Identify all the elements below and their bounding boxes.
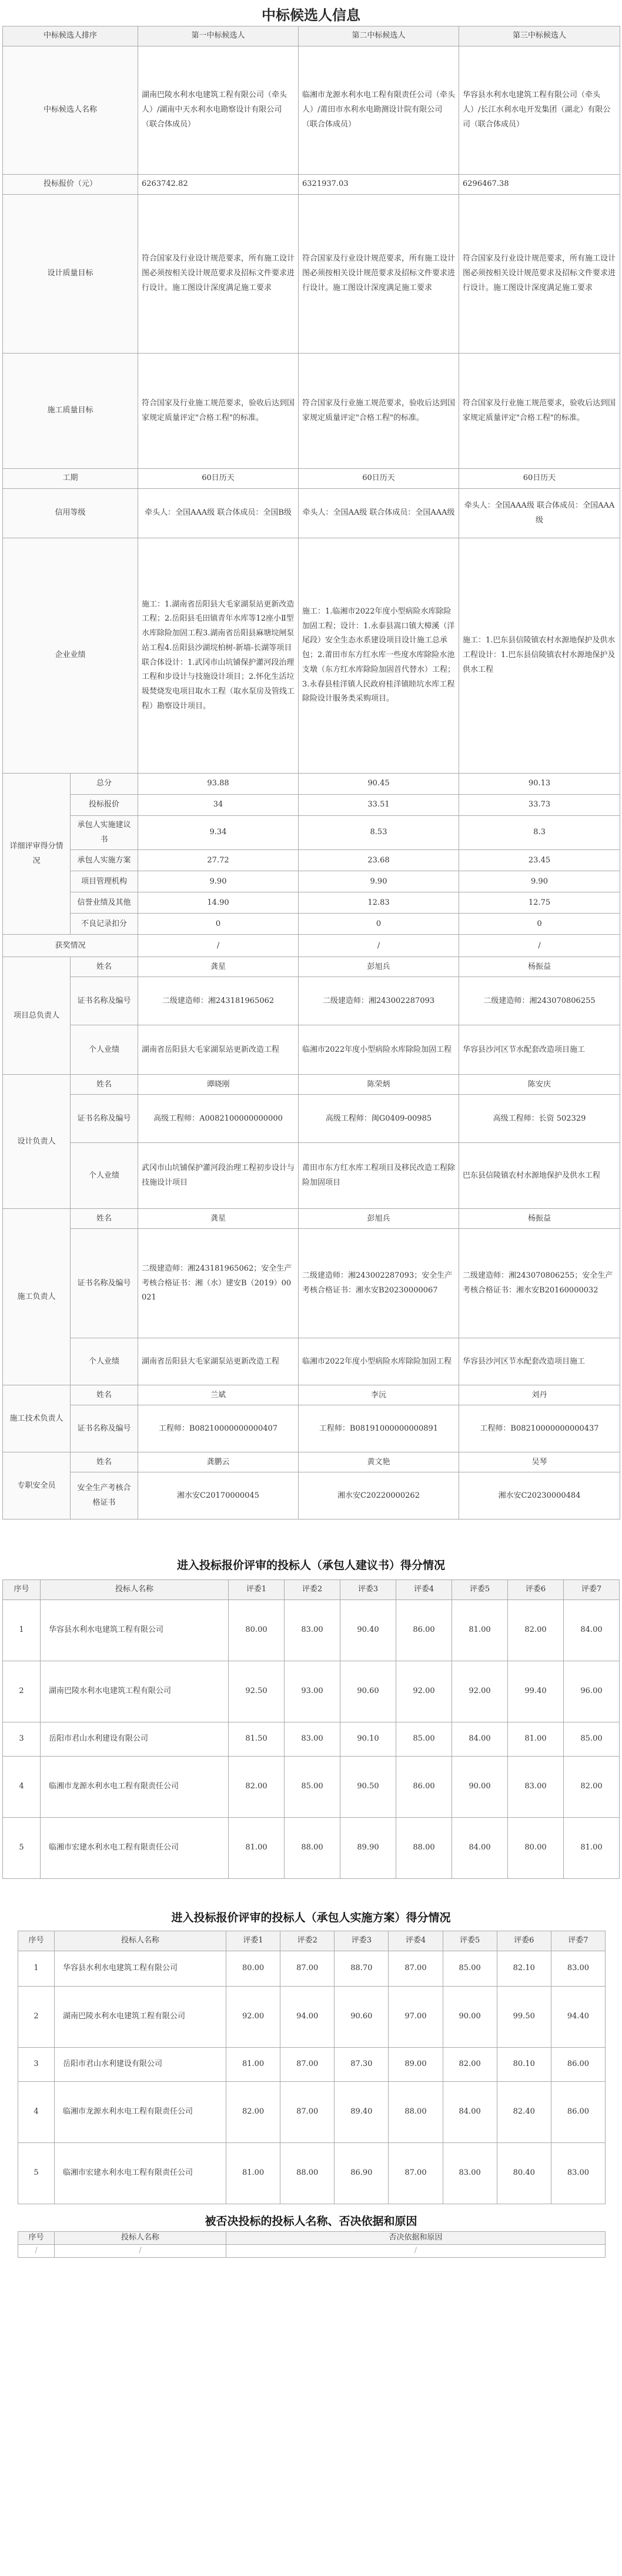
col-header: 投标人名称 [41,1580,229,1600]
score-2: 23.68 [299,850,459,871]
row-bid-price [3,175,620,195]
score-cell: 88.00 [389,2081,443,2142]
sub-label-perf: 个人业绩 [71,1025,138,1075]
sub-label-cert: 证书名称及编号 [71,1405,138,1452]
table-header-row [3,26,620,46]
score-cell: 80.00 [229,1600,285,1661]
score-cell: 87.00 [280,1951,335,1986]
row-number: 5 [3,1818,41,1879]
cons-name-2: 彭旭兵 [299,1209,459,1229]
header-candidate-3: 第三中标候选人 [459,26,620,46]
row-pm-name [3,957,620,977]
row-designer-name [3,1075,620,1095]
label-detail-scores: 详细评审得分情况 [3,774,71,935]
score-cell: 81.50 [229,1722,285,1757]
pm-name-3: 杨振益 [459,957,620,977]
score-3: 12.75 [459,892,620,914]
bidder-name: 岳阳市君山水利建设有限公司 [55,2047,226,2081]
score-cell: 80.10 [497,2047,551,2081]
score-cell: 90.00 [452,1757,508,1818]
score-cell: 81.00 [229,1818,285,1879]
tech-cert-2: 工程师：B08191000000000891 [299,1405,459,1452]
bidder-name: 临湘市宏建水利水电工程有限责任公司 [55,2142,226,2204]
col-header: 评委1 [226,1931,280,1951]
sub-label-name: 姓名 [71,1385,138,1405]
credit-3: 牵头人：全国AAA级 联合体成员：全国AAA级 [459,489,620,538]
label-construction-manager: 施工负责人 [3,1209,71,1385]
label-safety-officer: 专职安全员 [3,1452,71,1519]
score-cell: 83.00 [443,2142,497,2204]
score-cell: 88.00 [280,2142,335,2204]
score-cell: 80.00 [508,1818,564,1879]
score-label: 总分 [71,774,138,795]
col-header: 序号 [18,1931,55,1951]
score-cell: 82.10 [497,1951,551,1986]
score-row [3,914,620,935]
sub-label-name: 姓名 [71,957,138,977]
label-project-manager: 项目总负责人 [3,957,71,1075]
tech-name-2: 李沅 [299,1385,459,1405]
designer-perf-1: 武冈市山坑铺保护灌河段治理工程初步设计与技施设计项目 [138,1143,299,1209]
reject-reason: / [226,2244,606,2257]
score-2: 33.51 [299,795,459,816]
score-cell: 86.00 [551,2047,605,2081]
cons-perf-1: 湖南省岳阳县大毛家湖泵站更新改造工程 [138,1338,299,1385]
row-credit [3,489,620,538]
row-pm-cert [3,977,620,1025]
col-header: 评委2 [280,1931,335,1951]
rejected-bidder-table [18,2231,606,2258]
bidder-name: / [55,2244,226,2257]
bid-price-2: 6321937.03 [299,175,459,195]
row-period [3,469,620,489]
score-cell: 84.00 [564,1600,620,1661]
table-header-row [18,1931,606,1951]
row-safety-cert [3,1472,620,1519]
label-tech-lead: 施工技术负责人 [3,1385,71,1452]
designer-cert-2: 高级工程师：闽G0409-00985 [299,1095,459,1143]
score-cell: 83.00 [285,1722,340,1757]
row-number: 1 [3,1600,41,1661]
cons-cert-3: 二级建造师：湘243070806255；安全生产考核合格证书：湘水安B20160000032 [459,1229,620,1338]
col-header: 评委4 [389,1931,443,1951]
col-header: 投标人名称 [55,1931,226,1951]
col-header: 序号 [18,2231,55,2244]
table-row [18,2142,606,2204]
candidate-name-3: 华容县水利水电建筑工程有限公司（牵头人）/长江水利水电开发集团（湖北）有限公司（联合体成员） [459,46,620,175]
bidder-name: 临湘市龙源水利水电工程有限责任公司 [55,2081,226,2142]
table-row [18,2244,606,2257]
score-cell: 87.30 [335,2047,389,2081]
tech-name-3: 刘丹 [459,1385,620,1405]
tech-cert-1: 工程师：B08210000000000407 [138,1405,299,1452]
row-safety-name [3,1452,620,1472]
score-label: 不良记录扣分 [71,914,138,935]
performance-3: 施工：1.巴东县信陵镇农村水源地保护及供水工程设计：1.巴东县信陵镇农村水源地保护及供水工程 [459,538,620,774]
row-performance [3,538,620,774]
score-3: 0 [459,914,620,935]
label-design-goal: 设计质量目标 [3,195,138,354]
header-candidate-2: 第二中标候选人 [299,26,459,46]
designer-perf-2: 莆田市东方红水库工程项目及移民改造工程除险加固项目 [299,1143,459,1209]
score-cell: 90.10 [340,1722,396,1757]
safety-cert-3: 湘水安C20230000484 [459,1472,620,1519]
row-cons-perf [3,1338,620,1385]
row-designer-cert [3,1095,620,1143]
col-header: 评委1 [229,1580,285,1600]
table-row [3,1661,620,1722]
row-number: 4 [18,2081,55,2142]
score-cell: 83.00 [508,1757,564,1818]
score-3: 90.13 [459,774,620,795]
score-cell: 89.40 [335,2081,389,2142]
sub-label-cert: 证书名称及编号 [71,977,138,1025]
score-cell: 86.00 [396,1600,452,1661]
score-cell: 86.00 [396,1757,452,1818]
pm-cert-3: 二级建造师：湘243070806255 [459,977,620,1025]
score-cell: 82.00 [229,1757,285,1818]
col-header: 评委5 [443,1931,497,1951]
score-cell: 87.00 [389,2142,443,2204]
section-title-proposal-scores: 进入投标报价评审的投标人（承包人建议书）得分情况 [176,1559,445,1572]
score-cell: 94.40 [551,1986,605,2047]
label-designer: 设计负责人 [3,1075,71,1209]
col-header: 评委4 [396,1580,452,1600]
designer-cert-3: 高级工程师：长资 502329 [459,1095,620,1143]
pm-cert-2: 二级建造师：湘243002287093 [299,977,459,1025]
score-row [3,816,620,850]
row-award [3,935,620,957]
safety-name-2: 黄文艳 [299,1452,459,1472]
cons-perf-2: 临湘市2022年度小型病险水库除险加固工程 [299,1338,459,1385]
col-header: 评委5 [452,1580,508,1600]
score-cell: 83.00 [551,1951,605,1986]
score-cell: 99.50 [497,1986,551,2047]
score-row [3,871,620,892]
row-construction-goal [3,354,620,469]
period-3: 60日历天 [459,469,620,489]
score-cell: 85.00 [396,1722,452,1757]
score-1: 93.88 [138,774,299,795]
pm-cert-1: 二级建造师：湘243181965062 [138,977,299,1025]
pm-perf-1: 湖南省岳阳县大毛家湖泵站更新改造工程 [138,1025,299,1075]
score-cell: 90.40 [340,1600,396,1661]
col-header: 序号 [3,1580,41,1600]
score-label: 信誉业绩及其他 [71,892,138,914]
score-row [3,795,620,816]
score-cell: 83.00 [285,1600,340,1661]
score-cell: 92.00 [452,1661,508,1722]
label-period: 工期 [3,469,138,489]
cons-cert-1: 二级建造师：湘243181965062；安全生产考核合格证书：湘（水）建安B（2019）00021 [138,1229,299,1338]
credit-2: 牵头人：全国AA级 联合体成员：全国AAA级 [299,489,459,538]
row-design-goal [3,195,620,354]
score-cell: 85.00 [443,1951,497,1986]
table-header-row [18,2231,606,2244]
score-cell: 89.00 [389,2047,443,2081]
score-cell: 84.00 [452,1818,508,1879]
score-cell: 85.00 [285,1757,340,1818]
sub-label-name: 姓名 [71,1075,138,1095]
score-1: 0 [138,914,299,935]
row-number: 4 [3,1757,41,1818]
row-candidate-name [3,46,620,175]
sub-label-cert: 证书名称及编号 [71,1095,138,1143]
tech-cert-3: 工程师：B08210000000000437 [459,1405,620,1452]
score-cell: 96.00 [564,1661,620,1722]
page-title: 中标候选人信息 [262,6,360,24]
award-2: / [299,935,459,957]
label-credit: 信用等级 [3,489,138,538]
score-cell: 90.60 [340,1661,396,1722]
score-cell: 88.70 [335,1951,389,1986]
table-row [3,1818,620,1879]
row-tech-name [3,1385,620,1405]
header-rank: 中标候选人排序 [3,26,138,46]
credit-1: 牵头人：全国AAA级 联合体成员：全国B级 [138,489,299,538]
row-number: 3 [18,2047,55,2081]
score-label: 投标报价 [71,795,138,816]
designer-cert-1: 高级工程师：A0082100000000000 [138,1095,299,1143]
cons-cert-2: 二级建造师：湘243002287093；安全生产考核合格证书：湘水安B20230000067 [299,1229,459,1338]
score-cell: 86.00 [551,2081,605,2142]
score-cell: 86.90 [335,2142,389,2204]
col-header: 评委7 [564,1580,620,1600]
label-performance: 企业业绩 [3,538,138,774]
row-number: 3 [3,1722,41,1757]
sub-label-perf: 个人业绩 [71,1338,138,1385]
tech-name-1: 兰斌 [138,1385,299,1405]
bid-price-1: 6263742.82 [138,175,299,195]
row-number: / [18,2244,55,2257]
col-header: 评委6 [508,1580,564,1600]
candidate-table [2,26,620,1519]
bidder-name: 临湘市龙源水利水电工程有限责任公司 [41,1757,229,1818]
score-cell: 82.40 [497,2081,551,2142]
score-cell: 82.00 [443,2047,497,2081]
score-label: 承包人实施方案 [71,850,138,871]
sub-label-safety-cert: 安全生产考核合格证书 [71,1472,138,1519]
construction-goal-1: 符合国家及行业施工规范要求，验收后达到国家规定质量评定"合格工程"的标准。 [138,354,299,469]
score-cell: 81.00 [508,1722,564,1757]
score-cell: 97.00 [389,1986,443,2047]
score-1: 34 [138,795,299,816]
design-goal-1: 符合国家及行业设计规范要求，所有施工设计图必须按相关设计规范要求及招标文件要求进行设计。施工图设计深度满足施工要求 [138,195,299,354]
score-cell: 87.00 [280,2047,335,2081]
score-cell: 90.00 [443,1986,497,2047]
bidder-name: 临湘市宏建水利水电工程有限责任公司 [41,1818,229,1879]
score-cell: 92.00 [396,1661,452,1722]
score-cell: 87.00 [280,2081,335,2142]
col-header: 评委3 [335,1931,389,1951]
bidder-name: 湖南巴陵水利水电建筑工程有限公司 [41,1661,229,1722]
bid-price-3: 6296467.38 [459,175,620,195]
score-cell: 81.00 [226,2142,280,2204]
row-cons-name [3,1209,620,1229]
score-cell: 92.50 [229,1661,285,1722]
pm-perf-2: 临湘市2022年度小型病险水库除险加固工程 [299,1025,459,1075]
table-row [18,1951,606,1986]
table-row [3,1600,620,1661]
score-1: 9.34 [138,816,299,850]
sub-label-perf: 个人业绩 [71,1143,138,1209]
row-number: 2 [3,1661,41,1722]
cons-name-1: 龚星 [138,1209,299,1229]
score-cell: 90.50 [340,1757,396,1818]
row-pm-perf [3,1025,620,1075]
score-cell: 80.00 [226,1951,280,1986]
col-header: 否决依据和原因 [226,2231,606,2244]
score-cell: 94.00 [280,1986,335,2047]
row-number: 5 [18,2142,55,2204]
section-title-rejected: 被否决投标的投标人名称、否决依据和原因 [205,2214,417,2228]
bidder-name: 岳阳市君山水利建设有限公司 [41,1722,229,1757]
award-3: / [459,935,620,957]
table-row [18,1986,606,2047]
score-3: 33.73 [459,795,620,816]
score-1: 27.72 [138,850,299,871]
pm-perf-3: 华容县沙河区节水配套改造项目施工 [459,1025,620,1075]
col-header: 评委2 [285,1580,340,1600]
design-goal-3: 符合国家及行业设计规范要求，所有施工设计图必须按相关设计规范要求及招标文件要求进行设计。施工图设计深度满足施工要求 [459,195,620,354]
sub-label-name: 姓名 [71,1209,138,1229]
score-cell: 82.00 [564,1757,620,1818]
score-cell: 80.40 [497,2142,551,2204]
score-row [3,892,620,914]
score-2: 12.83 [299,892,459,914]
section-title-plan-scores: 进入投标报价评审的投标人（承包人实施方案）得分情况 [171,1911,451,1925]
candidate-name-1: 湖南巴陵水利水电建筑工程有限公司（牵头人）/湖南中天水利水电勘察设计有限公司（联合体成员） [138,46,299,175]
sub-label-name: 姓名 [71,1452,138,1472]
score-cell: 82.00 [508,1600,564,1661]
designer-name-1: 谭晓刚 [138,1075,299,1095]
award-1: / [138,935,299,957]
performance-2: 施工：1.临湘市2022年度小型病险水库除险加固工程；设计：1.永泰县嵩口镇大樟溪（洋尾段）安全生态水系建设项目设计施工总承包；2.莆田市东方红水库一些度水库除险水池支墩（东方红水库除险加固首代替水）工程；3.永春县桂洋镇人民政府桂洋镇睦坑水库工程除险设计服务类采购项目。 [299,538,459,774]
row-designer-perf [3,1143,620,1209]
score-2: 9.90 [299,871,459,892]
designer-name-2: 陈荣炳 [299,1075,459,1095]
proposal-score-table [2,1579,620,1879]
bidder-name: 华容县水利水电建筑工程有限公司 [41,1600,229,1661]
col-header: 投标人名称 [55,2231,226,2244]
plan-score-table [18,1931,606,2204]
row-tech-cert [3,1405,620,1452]
designer-name-3: 陈安庆 [459,1075,620,1095]
label-candidate-name: 中标候选人名称 [3,46,138,175]
construction-goal-2: 符合国家及行业施工规范要求，验收后达到国家规定质量评定"合格工程"的标准。 [299,354,459,469]
performance-1: 施工：1.湖南省岳阳县大毛家湖泵站更新改造工程；2.岳阳县毛田镇青年水库等12座小Ⅱ型水库除险加固工程3.湖南省岳阳县麻塘垸闸泵站工程4.岳阳县沙湖垸柏树-新墙-长湖等项目联合体设计：1.武冈市山坑铺保护灌河段治理工程和步设计与技施设计项目；2.怀化生活垃圾焚烧发电项目取水工程（取水泵房及管线工程）勘察设计项目。 [138,538,299,774]
pm-name-2: 彭旭兵 [299,957,459,977]
header-candidate-1: 第一中标候选人 [138,26,299,46]
table-row [3,1757,620,1818]
safety-name-1: 龚鹏云 [138,1452,299,1472]
candidate-name-2: 临湘市龙源水利水电工程有限责任公司（牵头人）/莆田市水利水电勘测设计院有限公司（联合体成员） [299,46,459,175]
score-cell: 81.00 [226,2047,280,2081]
score-cell: 90.60 [335,1986,389,2047]
score-cell: 87.00 [389,1951,443,1986]
score-cell: 92.00 [226,1986,280,2047]
score-cell: 99.40 [508,1661,564,1722]
score-cell: 88.00 [285,1818,340,1879]
score-cell: 89.90 [340,1818,396,1879]
score-cell: 81.00 [452,1600,508,1661]
score-cell: 82.00 [226,2081,280,2142]
row-number: 2 [18,1986,55,2047]
score-2: 8.53 [299,816,459,850]
sub-label-cert: 证书名称及编号 [71,1229,138,1338]
label-bid-price: 投标报价（元） [3,175,138,195]
pm-name-1: 龚星 [138,957,299,977]
row-cons-cert [3,1229,620,1338]
label-construction-goal: 施工质量目标 [3,354,138,469]
score-2: 90.45 [299,774,459,795]
score-cell: 83.00 [551,2142,605,2204]
score-3: 8.3 [459,816,620,850]
bidder-name: 湖南巴陵水利水电建筑工程有限公司 [55,1986,226,2047]
score-cell: 81.00 [564,1818,620,1879]
safety-cert-1: 湘水安C20170000045 [138,1472,299,1519]
table-row [18,2081,606,2142]
score-cell: 84.00 [452,1722,508,1757]
score-2: 0 [299,914,459,935]
score-cell: 85.00 [564,1722,620,1757]
score-cell: 84.00 [443,2081,497,2142]
cons-perf-3: 华容县沙河区节水配套改造项目施工 [459,1338,620,1385]
score-label: 项目管理机构 [71,871,138,892]
score-3: 9.90 [459,871,620,892]
table-row [18,2047,606,2081]
score-cell: 93.00 [285,1661,340,1722]
table-header-row [3,1580,620,1600]
bidder-name: 华容县水利水电建筑工程有限公司 [55,1951,226,1986]
col-header: 评委3 [340,1580,396,1600]
cons-name-3: 杨振益 [459,1209,620,1229]
score-1: 14.90 [138,892,299,914]
score-cell: 88.00 [396,1818,452,1879]
safety-cert-2: 湘水安C20220000262 [299,1472,459,1519]
period-2: 60日历天 [299,469,459,489]
col-header: 评委6 [497,1931,551,1951]
score-label: 承包人实施建议书 [71,816,138,850]
label-award: 获奖情况 [3,935,138,957]
table-row [3,1722,620,1757]
score-row [3,850,620,871]
col-header: 评委7 [551,1931,605,1951]
score-3: 23.45 [459,850,620,871]
safety-name-3: 吴琴 [459,1452,620,1472]
designer-perf-3: 巴东县信陵镇农村水源地保护及供水工程 [459,1143,620,1209]
row-number: 1 [18,1951,55,1986]
construction-goal-3: 符合国家及行业施工规范要求，验收后达到国家规定质量评定"合格工程"的标准。 [459,354,620,469]
design-goal-2: 符合国家及行业设计规范要求，所有施工设计图必须按相关设计规范要求及招标文件要求进行设计。施工图设计深度满足施工要求 [299,195,459,354]
period-1: 60日历天 [138,469,299,489]
score-row [3,774,620,795]
score-1: 9.90 [138,871,299,892]
